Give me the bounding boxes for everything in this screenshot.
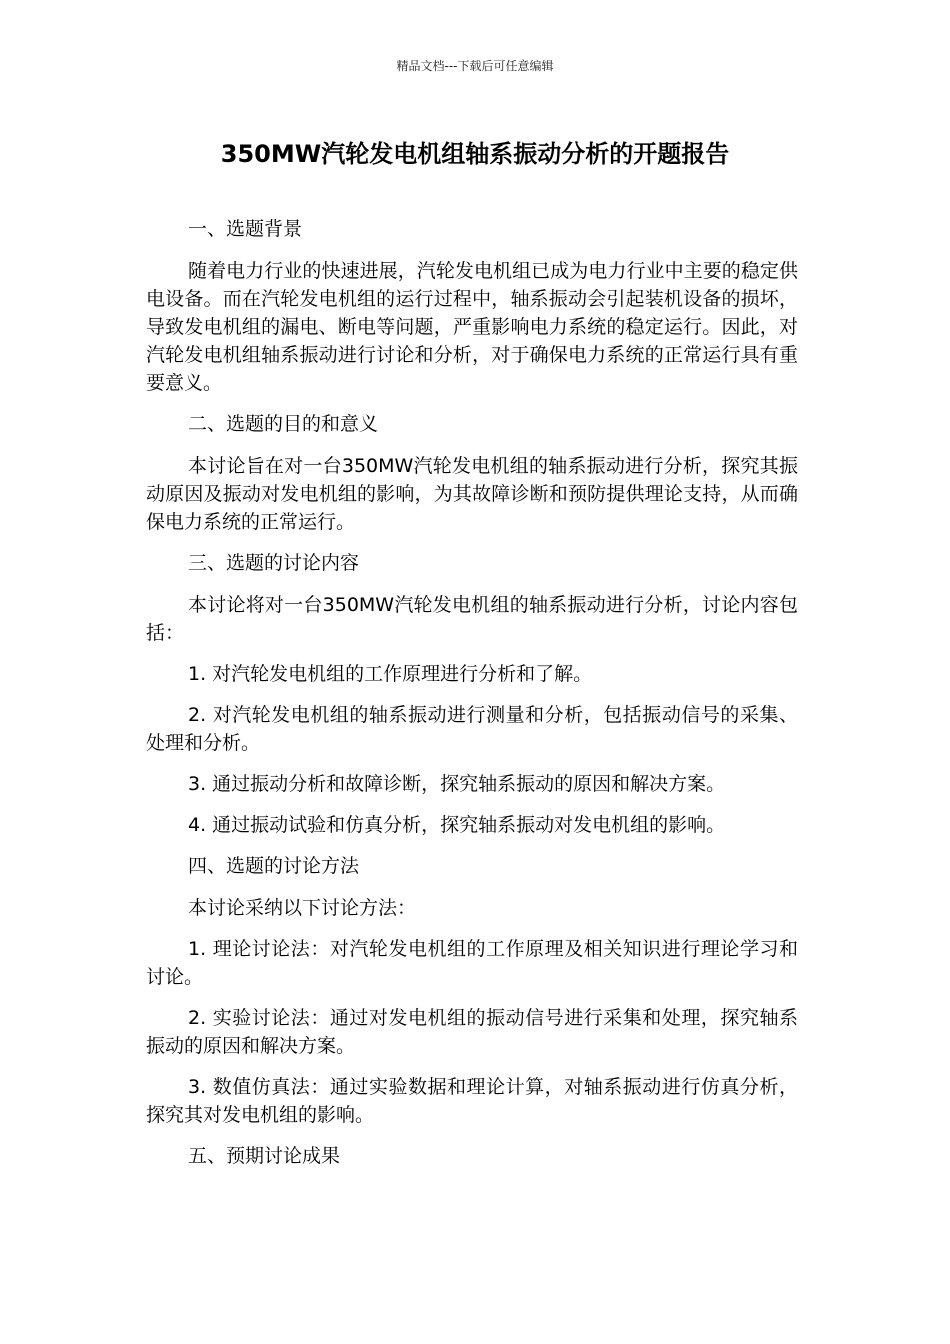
list-item-method-1: 1. 理论讨论法：对汽轮发电机组的工作原理及相关知识进行理论学习和讨论。 [146,938,798,988]
list-item-content-3: 3. 通过振动分析和故障诊断，探究轴系振动的原因和解决方案。 [188,773,726,795]
document-title: 350MW汽轮发电机组轴系振动分析的开题报告 [220,140,730,168]
list-item-content-2: 2. 对汽轮发电机组的轴系振动进行测量和分析，包括振动信号的采集、处理和分析。 [146,704,798,754]
list-item-content-4: 4. 通过振动试验和仿真分析，探究轴系振动对发电机组的影响。 [188,814,726,836]
paragraph-content-intro: 本讨论将对一台350MW汽轮发电机组的轴系振动进行分析，讨论内容包括： [146,594,798,644]
section-heading-purpose: 二、选题的目的和意义 [188,413,379,435]
section-heading-background: 一、选题背景 [188,218,303,240]
paragraph-methods-intro: 本讨论采纳以下讨论方法： [188,897,417,919]
list-item-content-1: 1. 对汽轮发电机组的工作原理进行分析和了解。 [188,663,593,685]
page-header: 精品文档---下载后可任意编辑 [396,59,554,73]
document-body [146,215,798,1184]
list-item-method-2: 2. 实验讨论法：通过对发电机组的振动信号进行采集和处理，探究轴系振动的原因和解决方案。 [146,1007,798,1057]
paragraph-background: 随着电力行业的快速进展，汽轮发电机组已成为电力行业中主要的稳定供电设备。而在汽轮发电机组的运行过程中，轴系振动会引起装机设备的损坏，导致发电机组的漏电、断电等问题，严重影响电力系统的稳定运行。因此，对汽轮发电机组轴系振动进行讨论和分析，对于确保电力系统的正常运行具有重要意义。 [146,260,798,394]
section-heading-content: 三、选题的讨论内容 [188,552,360,574]
section-heading-expected-results: 五、预期讨论成果 [188,1145,341,1167]
list-item-method-3: 3. 数值仿真法：通过实验数据和理论计算，对轴系振动进行仿真分析，探究其对发电机组的影响。 [146,1076,798,1126]
paragraph-purpose: 本讨论旨在对一台350MW汽轮发电机组的轴系振动进行分析，探究其振动原因及振动对发电机组的影响，为其故障诊断和预防提供理论支持，从而确保电力系统的正常运行。 [146,455,798,533]
section-heading-methods: 四、选题的讨论方法 [188,855,360,877]
